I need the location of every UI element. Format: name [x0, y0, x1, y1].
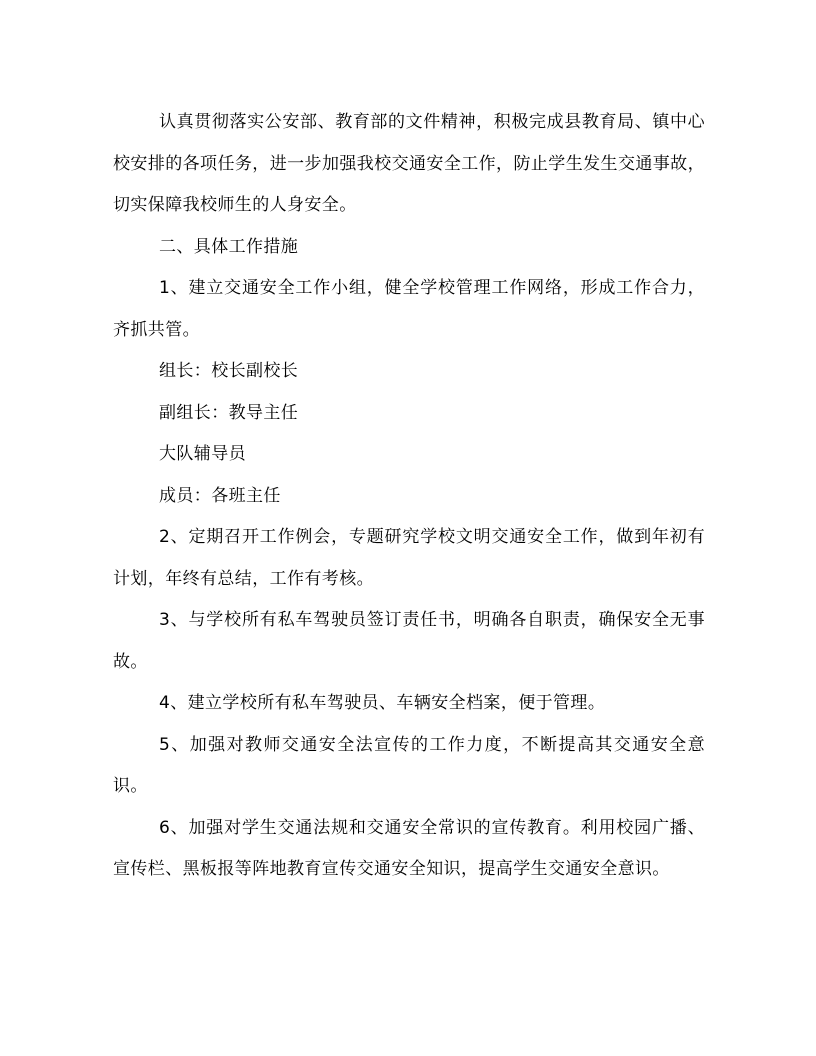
paragraph-item-2: 2、定期召开工作例会，专题研究学校文明交通安全工作，做到年初有计划，年终有总结，工作有考核。 [113, 527, 705, 589]
paragraph-item-5: 5、加强对教师交通安全法宣传的工作力度，不断提高其交通安全意识。 [113, 734, 705, 796]
paragraph-item-1: 1、建立交通安全工作小组，健全学校管理工作网络，形成工作合力，齐抓共管。 [113, 278, 705, 340]
paragraph-deputy-leader: 副组长：教导主任 [159, 402, 299, 423]
document-body [113, 102, 705, 891]
paragraph-counselor: 大队辅导员 [159, 444, 246, 464]
section-heading-measures: 二、具体工作措施 [159, 236, 299, 257]
paragraph-intro: 认真贯彻落实公安部、教育部的文件精神，积极完成县教育局、镇中心校安排的各项任务，进一步加强我校交通安全工作，防止学生发生交通事故，切实保障我校师生的人身安全。 [113, 112, 705, 215]
paragraph-members: 成员：各班主任 [159, 485, 281, 506]
paragraph-item-4: 4、建立学校所有私车驾驶员、车辆安全档案，便于管理。 [159, 693, 606, 713]
paragraph-item-6: 6、加强对学生交通法规和交通安全常识的宣传教育。利用校园广播、宣传栏、黑板报等阵地教育宣传交通安全知识，提高学生交通安全意识。 [113, 817, 705, 879]
paragraph-group-leader: 组长：校长副校长 [159, 361, 299, 381]
paragraph-item-3: 3、与学校所有私车驾驶员签订责任书，明确各自职责，确保安全无事故。 [113, 610, 705, 672]
